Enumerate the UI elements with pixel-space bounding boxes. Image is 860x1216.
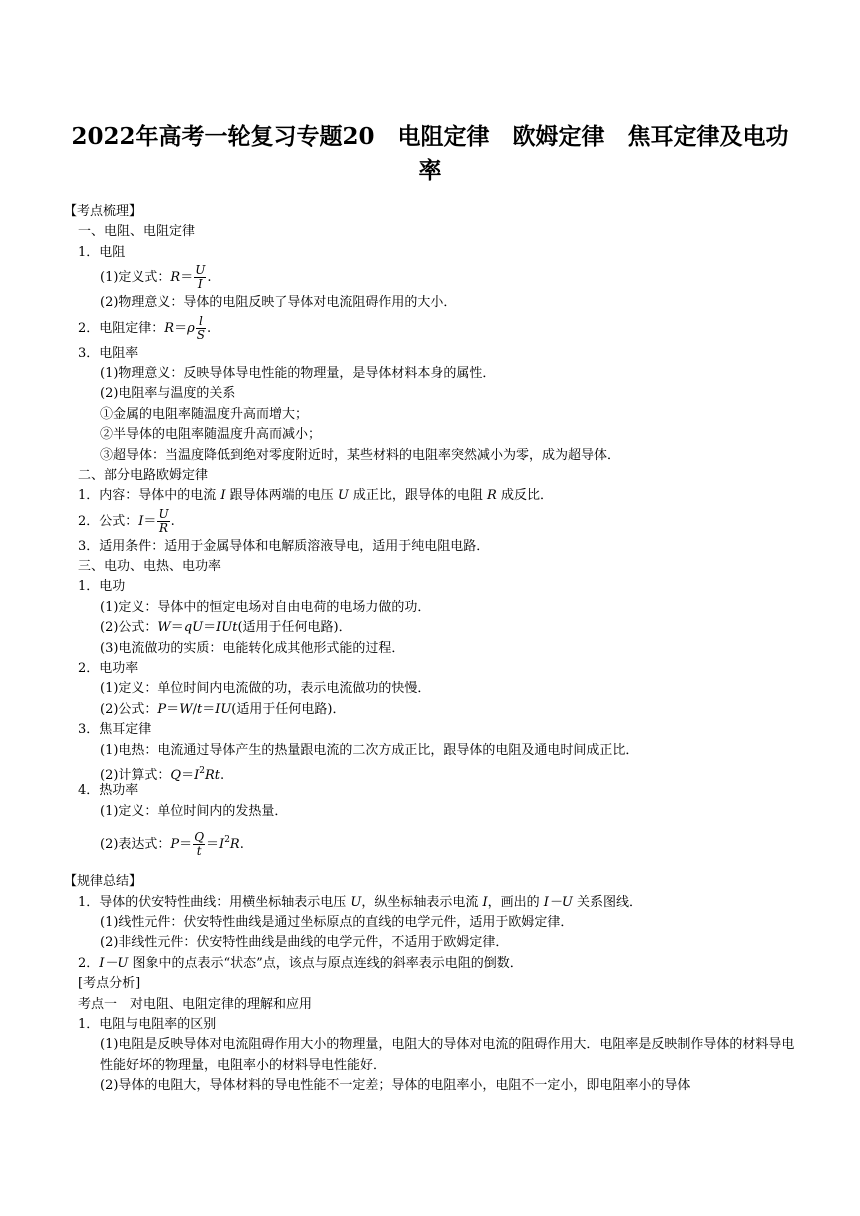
fraction: $\frac{Q}{t}$ <box>194 830 205 859</box>
heading: 一、电阻、电阻定律 <box>78 224 196 240</box>
fraction: $\frac{l}{S}$ <box>196 313 205 342</box>
text-line: (2)电阻率与温度的关系 <box>100 386 236 402</box>
text-line: ①金属的电阻率随温度升高而增大； <box>100 406 309 422</box>
section-heading: [考点分析] <box>78 976 141 992</box>
fraction: $\frac{U}{R}$ <box>158 506 169 535</box>
document-body <box>64 202 798 1096</box>
document-title <box>60 120 800 188</box>
formula-line: (2)公式：P＝W/t＝IU(适用于任何电路)． <box>100 701 346 717</box>
fraction: $\frac{U}{I}$ <box>195 263 206 292</box>
text-line: (1)定义：单位时间内的发热量． <box>100 803 288 819</box>
formula-line: 2．电阻定律：R＝ρ $\frac{l}{S}$ . <box>78 313 212 342</box>
formula-line: (2)公式：W＝qU＝IUt(适用于任何电路)． <box>100 620 352 636</box>
section-heading: 【规律总结】 <box>64 874 143 890</box>
subheading: 1．电功 <box>78 579 126 595</box>
text-line: (3)电流做功的实质：电能转化成其他形式能的过程． <box>100 640 405 656</box>
subheading: 1．电阻与电阻率的区别 <box>78 1016 217 1032</box>
formula-line: (1)定义式：R＝ $\frac{U}{I}$ . <box>100 263 212 292</box>
text-line: (1)物理意义：反映导体导电性能的物理量，是导体材料本身的属性． <box>100 365 496 381</box>
text-line: (1)定义：单位时间内电流做的功，表示电流做功的快慢． <box>100 681 431 697</box>
subheading: 3．电阻率 <box>78 345 139 361</box>
text-line: 3．适用条件：适用于金属导体和电解质溶液导电，适用于纯电阻电路． <box>78 538 490 554</box>
formula-line: (2)表达式：P＝ $\frac{Q}{t}$ $=I^2R$. <box>100 830 244 859</box>
heading: 三、电功、电热、电功率 <box>78 559 222 575</box>
text-line: (2)非线性元件：伏安特性曲线是曲线的电学元件，不适用于欧姆定律． <box>100 935 509 951</box>
subheading: 2．电功率 <box>78 661 139 677</box>
text-line: (2)物理意义：导体的电阻反映了导体对电流阻碍作用的大小． <box>100 295 457 311</box>
text-line: 2．I－U 图象中的点表示“状态”点，该点与原点连线的斜率表示电阻的倒数． <box>78 955 523 971</box>
text-line: (2)导体的电阻大，导体材料的导电性能不一定差；导体的电阻率小，电阻不一定小，即电阻率小的导体 <box>100 1078 691 1094</box>
heading: 二、部分电路欧姆定律 <box>78 467 209 483</box>
formula-line: 2．公式：I＝ $\frac{U}{R}$ . <box>78 506 175 535</box>
text-line: (1)电热：电流通过导体产生的热量跟电流的二次方成正比，跟导体的电阻及通电时间成正比． <box>100 742 639 758</box>
subheading: 4．热功率 <box>78 783 139 799</box>
text-line: 1．导体的伏安特性曲线：用横坐标轴表示电压 U，纵坐标轴表示电流 I，画出的 I－U 关系图线． <box>78 894 643 910</box>
subheading: 1．电阻 <box>78 244 126 260</box>
text-line: (1)线性元件：伏安特性曲线是通过坐标原点的直线的电学元件，适用于欧姆定律． <box>100 914 574 930</box>
formula-line: (2)计算式：$Q=I^2Rt$. <box>100 765 225 783</box>
text-line: ②半导体的电阻率随温度升高而减小； <box>100 427 322 443</box>
text-line: 1．内容：导体中的电流 I 跟导体两端的电压 U 成正比，跟导体的电阻 R 成反比． <box>78 488 553 504</box>
title-line-1: 2022年高考一轮复习专题20 电阻定律 欧姆定律 焦耳定律及电功 <box>71 123 789 150</box>
title-line-2: 率 <box>418 157 442 184</box>
text-line: (1)定义：导体中的恒定电场对自由电荷的电场力做的功． <box>100 599 431 615</box>
section-heading: 【考点梳理】 <box>64 204 143 219</box>
subheading: 3．焦耳定律 <box>78 722 152 738</box>
heading: 考点一 对电阻、电阻定律的理解和应用 <box>78 996 313 1012</box>
text-line: ③超导体：当温度降低到绝对零度附近时，某些材料的电阻率突然减小为零，成为超导体． <box>100 447 621 463</box>
paragraph: (1)电阻是反映导体对电流阻碍作用大小的物理量，电阻大的导体对电流的阻碍作用大．电阻率是反映制作导体的材料导电性能好坏的物理量，电阻率小的材料导电性能好． <box>100 1037 795 1073</box>
